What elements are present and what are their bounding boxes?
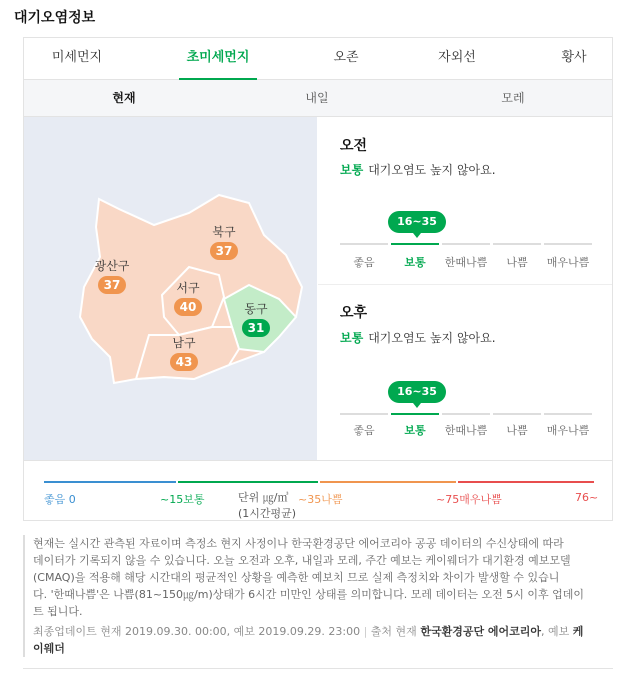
district-name: 남구 <box>172 336 196 350</box>
legend-bar-very-bad <box>458 481 594 483</box>
subtab-day-after[interactable]: 모레 <box>501 91 525 105</box>
afternoon-scale-bad <box>493 413 541 415</box>
unit-line: 단위 ㎍/㎥ <box>238 491 289 504</box>
afternoon-label: 오후 <box>340 305 368 321</box>
notice-line: (CMAQ)을 적용해 해당 시간대의 평균적인 상황을 예측한 예보치 므로 실제 측정치와 차이가 발생할 수 있습니 <box>33 571 560 584</box>
district-value-badge: 40 <box>174 298 202 316</box>
district-value-badge: 37 <box>98 276 126 294</box>
afternoon-status <box>340 329 496 346</box>
divider <box>318 284 612 285</box>
district-gwangsangu[interactable] <box>86 257 138 294</box>
afternoon-grade-label: 매우나쁨 <box>546 424 590 437</box>
afternoon-range-badge: 16~35 <box>388 381 446 403</box>
afternoon-grade-label: 한때나쁨 <box>444 424 488 437</box>
district-value-badge: 43 <box>170 353 198 371</box>
district-name: 북구 <box>212 225 236 239</box>
morning-range-badge: 16~35 <box>388 211 446 233</box>
bottom-divider <box>23 668 613 669</box>
morning-grade-label: 보통 <box>404 256 426 269</box>
subtab-tomorrow[interactable]: 내일 <box>305 91 329 105</box>
morning-grade-label: 매우나쁨 <box>546 256 590 269</box>
district-name: 동구 <box>244 302 268 316</box>
air-quality-widget <box>23 37 613 521</box>
legend-bar-moderate <box>178 481 318 483</box>
legend-bar-bad <box>320 481 456 483</box>
afternoon-scale-moderate <box>391 413 439 415</box>
legend-bad: ~35나쁨 <box>298 493 343 506</box>
tab-pm10[interactable]: 미세먼지 <box>51 50 103 65</box>
notice-text <box>23 535 593 657</box>
morning-scale-very-bad <box>544 243 592 245</box>
district-value-badge: 31 <box>242 319 270 337</box>
morning-label: 오전 <box>340 138 368 154</box>
morning-scale-temp-bad <box>442 243 490 245</box>
district-namgu[interactable] <box>158 334 210 371</box>
morning-scale-good <box>340 243 388 245</box>
notice-line: 데이터가 기록되지 않을 수 있습니다. 오늘 오전과 오후, 내일과 모레, 주간 예보는 케이웨더가 대기환경 예보모델 <box>33 554 571 567</box>
legend-good: 좋음 0 <box>44 493 76 506</box>
tab-pm25[interactable]: 초미세먼지 <box>179 38 257 80</box>
tab-ozone[interactable]: 오존 <box>333 50 359 65</box>
tab-uv[interactable]: 자외선 <box>438 50 476 65</box>
page-title: 대기오염정보 <box>14 10 96 26</box>
notice-line: 현재는 실시간 관측된 자료이며 측정소 현지 사정이나 한국환경공단 에어코리아 공공 데이터의 수신상태에 따라 <box>33 537 564 550</box>
legend-bar-good <box>44 481 176 483</box>
district-donggu[interactable] <box>230 300 282 337</box>
district-value-badge: 37 <box>210 242 238 260</box>
day-tabs <box>24 80 612 117</box>
afternoon-grade: 보통 <box>340 331 364 345</box>
unit-period-line: (1시간평균) <box>238 507 297 520</box>
district-name: 서구 <box>176 281 200 295</box>
legend-very-bad: ~75매우나쁨 <box>436 493 502 506</box>
morning-status <box>340 161 496 178</box>
forecast-panel <box>318 117 612 460</box>
afternoon-scale-good <box>340 413 388 415</box>
tab-yellow-dust[interactable]: 황사 <box>561 50 587 65</box>
subtab-now[interactable]: 현재 <box>112 91 136 105</box>
afternoon-grade-label: 좋음 <box>353 424 375 437</box>
afternoon-scale-temp-bad <box>442 413 490 415</box>
source-link-airkorea[interactable]: 한국환경공단 에어코리아 <box>420 625 542 638</box>
morning-message: 대기오염도 높지 않아요. <box>368 163 496 177</box>
morning-grade-label: 좋음 <box>353 256 375 269</box>
grade-legend <box>24 460 612 521</box>
source-link-kweather[interactable]: 케이웨더 <box>33 625 584 655</box>
afternoon-grade-label: 나쁨 <box>506 424 528 437</box>
afternoon-grade-label: 보통 <box>404 424 426 437</box>
notice-line: 트 됩니다. <box>33 605 83 618</box>
district-seogu[interactable] <box>162 279 214 316</box>
district-bukgu[interactable] <box>198 223 250 260</box>
pollutant-tabs <box>24 38 612 80</box>
district-name: 광산구 <box>94 259 130 273</box>
source-prefix: 출처 현재 <box>370 625 417 638</box>
afternoon-message: 대기오염도 높지 않아요. <box>368 331 496 345</box>
afternoon-scale-very-bad <box>544 413 592 415</box>
source-mid: , 예보 <box>541 625 570 638</box>
legend-max: 76~ <box>575 491 599 504</box>
morning-grade-label: 한때나쁨 <box>444 256 488 269</box>
morning-grade: 보통 <box>340 163 364 177</box>
update-info: 최종업데이트 현재 2019.09.30. 00:00, 예보 2019.09.29. 23:00 | 출처 현재 한국환경공단 에어코리아, 예보 케이웨더 <box>33 625 584 655</box>
legend-moderate: ~15보통 <box>160 493 205 506</box>
notice-line: 다. '한때나쁨'은 나쁨(81~150㎍/m)상태가 6시간 미만인 상태를 의미합니다. 모레 데이터는 오전 5시 이후 업데이 <box>33 588 584 601</box>
morning-grade-label: 나쁨 <box>506 256 528 269</box>
update-time: 최종업데이트 현재 2019.09.30. 00:00, 예보 2019.09.29. 23:00 <box>33 625 361 638</box>
morning-scale-bad <box>493 243 541 245</box>
morning-scale-moderate <box>391 243 439 245</box>
